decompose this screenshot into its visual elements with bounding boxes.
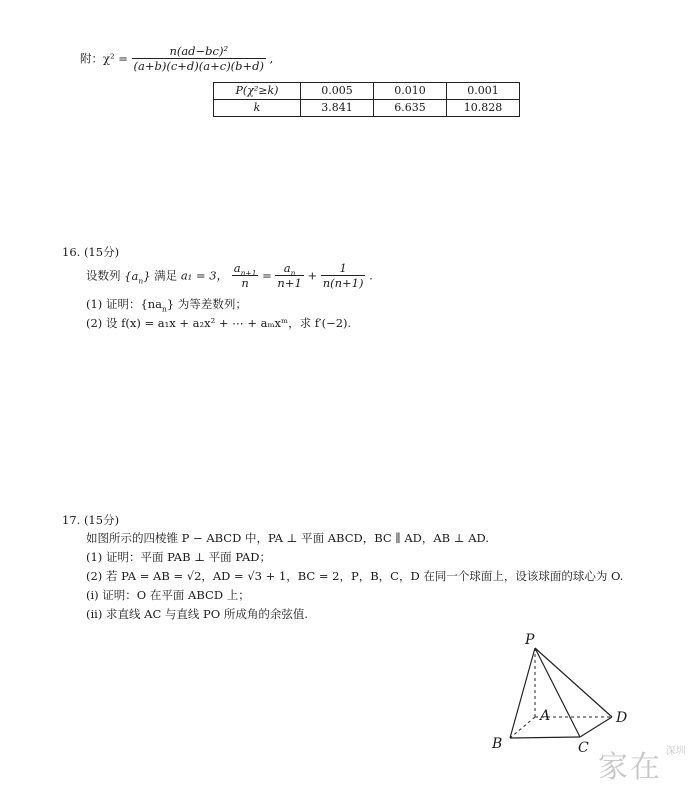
q16-cond: 满足 xyxy=(154,268,178,283)
formula-prefix: 附：χ² = xyxy=(80,51,128,66)
q16-intro: 设数列 xyxy=(86,268,121,283)
edge-AB xyxy=(510,717,535,738)
q17-part2-i: (i) 证明：O 在平面 ABCD 上； xyxy=(86,588,250,602)
table-row xyxy=(214,100,520,117)
label-D: D xyxy=(616,710,628,726)
table-row xyxy=(214,83,520,100)
table-row-label: P(χ²≥k) xyxy=(214,83,301,100)
q17-part1: (1) 证明：平面 PAB ⊥ 平面 PAD； xyxy=(86,550,272,564)
q16-part1: (1) 证明：$\{na_n\}$ 为等差数列； xyxy=(86,297,247,314)
watermark-sub: 深圳 xyxy=(665,746,686,757)
formula-suffix: , xyxy=(269,51,274,66)
table-cell: 3.841 xyxy=(301,100,374,117)
q16-frac3: $\frac{1}{n(n+1)}$ xyxy=(322,261,364,290)
edge-PB xyxy=(510,648,535,738)
label-P: P xyxy=(525,632,535,648)
formula-numerator: n(ad−bc)² xyxy=(132,44,266,59)
table-cell: 0.001 xyxy=(447,83,520,100)
q17-header: 17. (15分) xyxy=(62,513,120,527)
label-B: B xyxy=(492,736,503,752)
label-C: C xyxy=(578,740,589,756)
q16-a1: a₁ = 3， xyxy=(180,268,229,283)
critical-value-table xyxy=(213,82,520,117)
edge-PD xyxy=(535,648,612,717)
q16-frac1: $\frac{a_{n+1}}{n}$ xyxy=(233,261,257,290)
table-cell: 6.635 xyxy=(374,100,447,117)
table-row-label: k xyxy=(214,100,301,117)
watermark-main: 家在 xyxy=(598,750,662,785)
watermark xyxy=(598,742,686,786)
table-cell: 0.010 xyxy=(374,83,447,100)
table-cell: 0.005 xyxy=(301,83,374,100)
q17-part2-ii: (ii) 求直线 AC 与直线 PO 所成角的余弦值. xyxy=(86,607,309,621)
q16-eq: = xyxy=(262,268,272,283)
q17-part2: (2) 若 PA = AB = √2，AD = √3 + 1，BC = 2，P，B，C，D 在同一个球面上，设该球面的球心为 O. xyxy=(86,569,624,583)
q16-condition xyxy=(86,261,373,290)
edge-BC xyxy=(510,737,580,738)
pyramid-figure xyxy=(470,620,650,760)
q16-frac2: $\frac{a_n}{n+1}$ xyxy=(277,261,302,290)
formula-fraction xyxy=(132,44,266,73)
q16-plus: + xyxy=(307,268,318,283)
q16-end: . xyxy=(369,268,373,283)
q16-seq: $\{a_n\}$ xyxy=(124,268,151,285)
q17-intro: 如图所示的四棱锥 P − ABCD 中，PA ⊥ 平面 ABCD，BC ∥ AD，AB ⊥ AD. xyxy=(86,531,490,545)
label-A: A xyxy=(540,708,551,724)
formula-denominator: (a+b)(c+d)(a+c)(b+d) xyxy=(133,59,265,73)
table-cell: 10.828 xyxy=(447,100,520,117)
chi-square-formula xyxy=(80,44,273,73)
edge-CD xyxy=(580,717,612,737)
q16-header: 16. (15分) xyxy=(62,245,120,259)
q16-part2: (2) 设 f(x) = a₁x + a₂x² + ⋯ + aₘxᵐ，求 f′(−2). xyxy=(86,316,352,330)
